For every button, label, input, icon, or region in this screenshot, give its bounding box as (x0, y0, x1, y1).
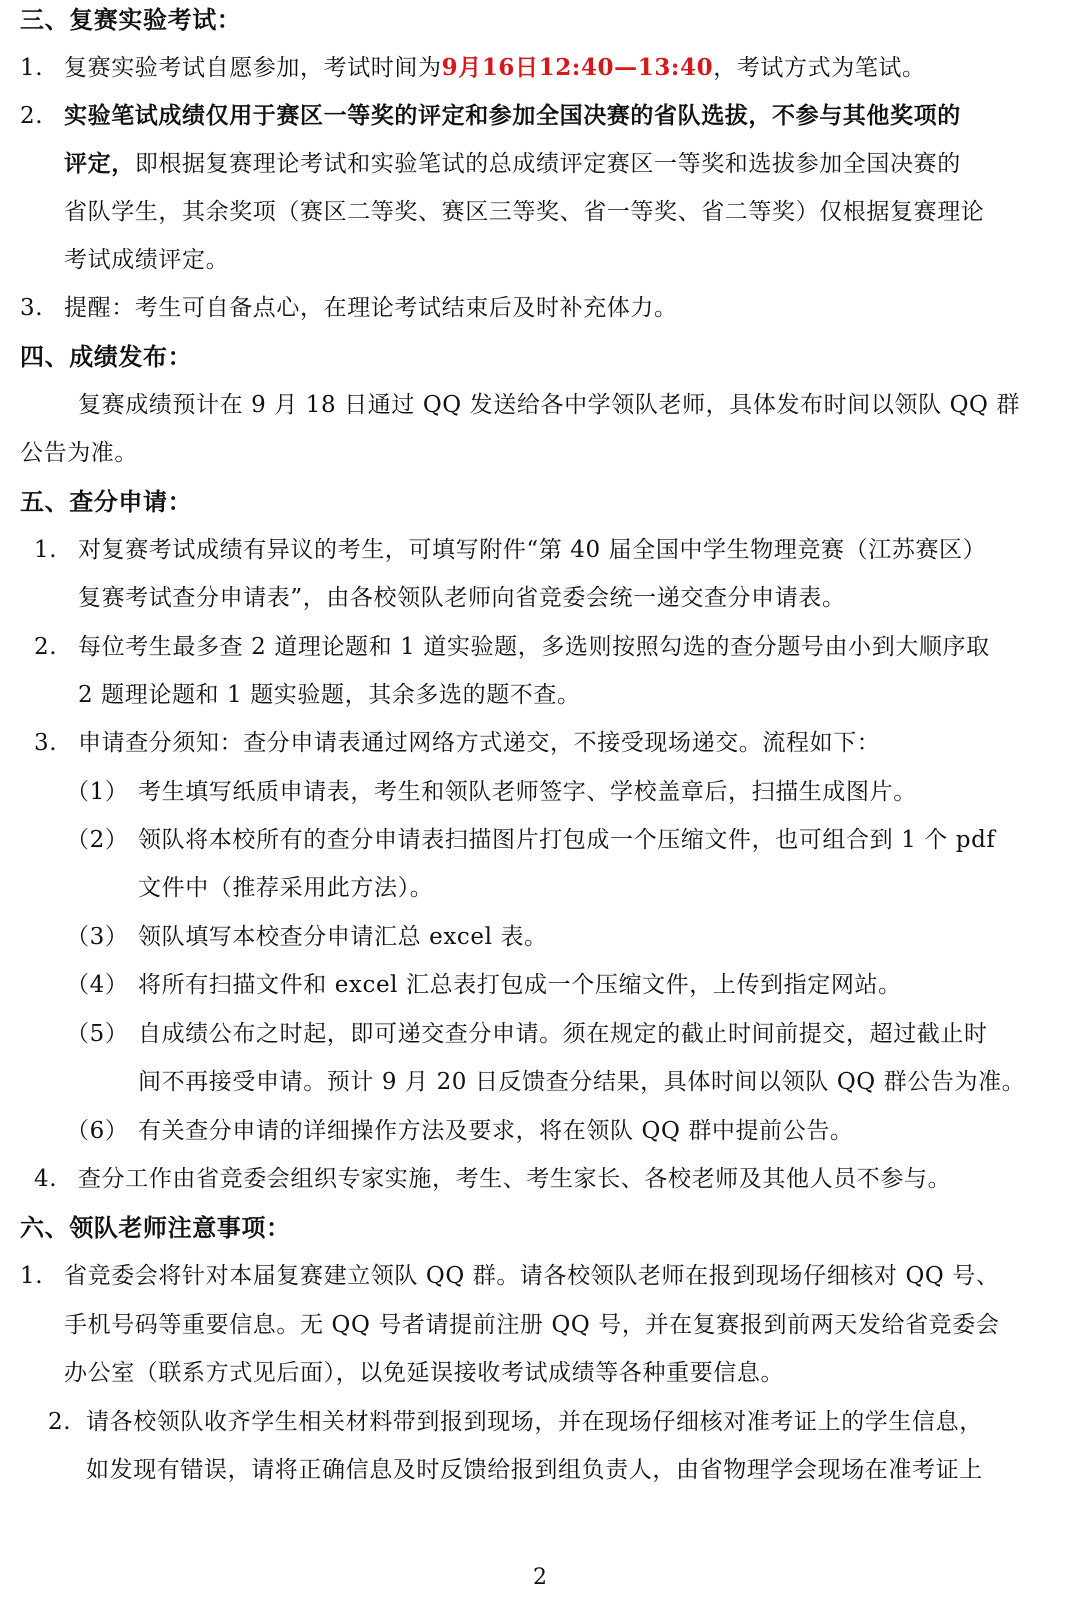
section-5-item-4-number: 4. (34, 1166, 58, 1192)
section-6-item-1-number: 1. (20, 1263, 44, 1289)
section-6-item-2-line-1: 请各校领队收齐学生相关材料带到报到现场，并在现场仔细核对准考证上的学生信息， (86, 1409, 983, 1435)
sub-item-3: 领队填写本校查分申请汇总 excel 表。 (138, 924, 548, 950)
section-5-item-2-line-2: 2 题理论题和 1 题实验题，其余多选的题不查。 (78, 682, 581, 708)
section-3-item-2-number: 2. (20, 103, 44, 129)
section-5-item-3: 申请查分须知：查分申请表通过网络方式递交，不接受现场递交。流程如下： (78, 730, 881, 756)
sub-item-6-number: （6） (66, 1118, 129, 1144)
sub-item-2-number: （2） (66, 827, 129, 853)
section-3-item-1-number: 1. (20, 55, 44, 81)
section-3-item-2-line-4: 考试成绩评定。 (64, 247, 230, 273)
sub-item-4: 将所有扫描文件和 excel 汇总表打包成一个压缩文件，上传到指定网站。 (138, 972, 902, 998)
page-number: 2 (533, 1565, 547, 1590)
section-4-line-2: 公告为准。 (20, 440, 138, 466)
section-6-item-1-line-2: 手机号码等重要信息。无 QQ 号者请提前注册 QQ 号，并在复赛报到前两天发给省竞委会 (64, 1312, 1000, 1338)
section-5-heading: 五、查分申请： (20, 487, 193, 516)
exam-time-highlight: 9月16日12:40—13:40 (441, 54, 714, 81)
item-text: ，考试方式为笔试。 (713, 55, 926, 81)
section-5-item-3-number: 3. (34, 730, 58, 756)
sub-item-6: 有关查分申请的详细操作方法及要求，将在领队 QQ 群中提前公告。 (138, 1118, 854, 1144)
sub-item-3-number: （3） (66, 924, 129, 950)
section-5-item-4: 查分工作由省竞委会组织专家实施，考生、考生家长、各校老师及其他人员不参与。 (78, 1166, 952, 1192)
sub-item-2-line-2: 文件中（推荐采用此方法）。 (138, 875, 434, 901)
item-text: 复赛实验考试自愿参加，考试时间为 (64, 55, 442, 81)
sub-item-5-line-2: 间不再接受申请。预计 9 月 20 日反馈查分结果，具体时间以领队 QQ 群公告为准。 (138, 1069, 1026, 1095)
section-5-item-2-number: 2. (34, 634, 58, 660)
sub-item-4-number: （4） (66, 972, 129, 998)
section-6-item-2-number: 2. (48, 1409, 72, 1435)
section-5-item-2-line-1: 每位考生最多查 2 道理论题和 1 道实验题，多选则按照勾选的查分题号由小到大顺序取 (78, 634, 990, 660)
sub-item-2-line-1: 领队将本校所有的查分申请表扫描图片打包成一个压缩文件，也可组合到 1 个 pdf (138, 827, 996, 853)
section-6-item-1-line-3: 办公室（联系方式见后面），以免延误接收考试成绩等各种重要信息。 (64, 1360, 785, 1386)
section-6-heading: 六、领队老师注意事项： (20, 1213, 291, 1242)
section-6-item-2-line-2: 如发现有错误，请将正确信息及时反馈给报到组负责人，由省物理学会现场在准考证上 (86, 1457, 983, 1483)
section-3-item-3: 提醒：考生可自备点心，在理论考试结束后及时补充体力。 (64, 295, 678, 321)
section-4-heading: 四、成绩发布： (20, 342, 193, 371)
section-3-item-1 (64, 50, 926, 86)
section-4-line-1: 复赛成绩预计在 9 月 18 日通过 QQ 发送给各中学领队老师，具体发布时间以领队 QQ 群 (78, 392, 1021, 418)
section-5-item-1-line-1: 对复赛考试成绩有异议的考生，可填写附件“第 40 届全国中学生物理竞赛（江苏赛区） (78, 537, 987, 563)
sub-item-5-line-1: 自成绩公布之时起，即可递交查分申请。须在规定的截止时间前提交，超过截止时 (138, 1021, 988, 1047)
section-3-item-2-line-1: 实验笔试成绩仅用于赛区一等奖的评定和参加全国决赛的省队选拔，不参与其他奖项的 (64, 102, 961, 129)
section-3-item-2-line-2 (64, 146, 961, 182)
section-3-heading: 三、复赛实验考试： (20, 5, 242, 34)
section-3-item-3-number: 3. (20, 295, 44, 321)
sub-item-1: 考生填写纸质申请表，考生和领队老师签字、学校盖章后，扫描生成图片。 (138, 779, 917, 805)
bold-text: 评定， (64, 150, 135, 177)
section-6-item-1-line-1: 省竞委会将针对本届复赛建立领队 QQ 群。请各校领队老师在报到现场仔细核对 QQ 号、 (64, 1263, 1000, 1289)
item-text: 即根据复赛理论考试和实验笔试的总成绩评定赛区一等奖和选拔参加全国决赛的 (134, 151, 961, 177)
sub-item-5-number: （5） (66, 1021, 129, 1047)
sub-item-1-number: （1） (66, 779, 129, 805)
section-3-item-2-line-3: 省队学生，其余奖项（赛区二等奖、赛区三等奖、省一等奖、省二等奖）仅根据复赛理论 (64, 199, 985, 225)
section-5-item-1-line-2: 复赛考试查分申请表”，由各校领队老师向省竞委会统一递交查分申请表。 (78, 585, 846, 611)
section-5-item-1-number: 1. (34, 537, 58, 563)
